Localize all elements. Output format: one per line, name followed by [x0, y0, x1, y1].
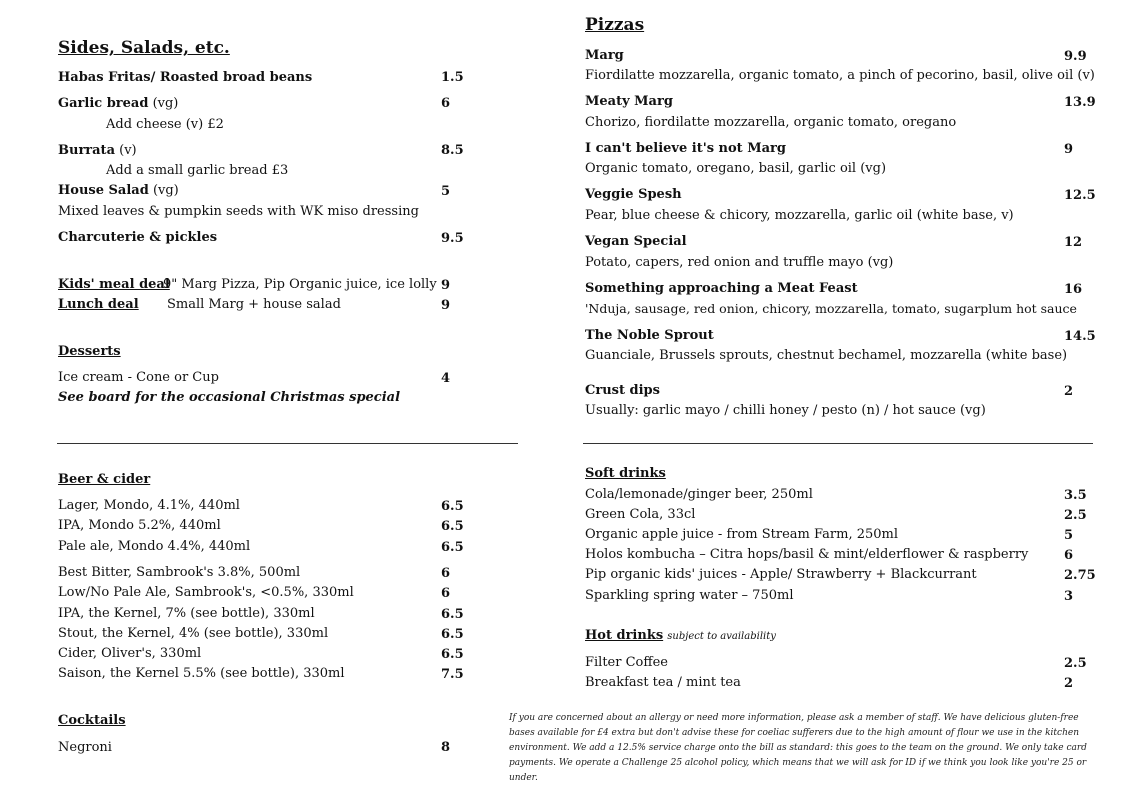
- soft-drink-price: 3: [1064, 589, 1074, 604]
- burrata-name: Burrata: [58, 143, 115, 158]
- beer-price: 6.5: [441, 499, 464, 514]
- icecream-name: Ice cream - Cone or Cup: [58, 370, 219, 385]
- cocktails-heading: Cocktails: [58, 713, 126, 728]
- burrata-price: 8.5: [441, 143, 464, 158]
- allergy-footer-note: If you are concerned about an allergy or need more information, please ask a member of staff. We have delicious gluten-free bases available for £4 extra but don't advise these for coeliac sufferers due to the high amount of flour we use in the kitchen environment. We add a 12.5% service charge onto the bill as standard: this goes to the team on the ground. We only take card payments. We operate a Challenge 25 alcohol policy, which means that we will ask for ID if we think you look like you're 25 or under.: [509, 713, 1087, 783]
- pizza-name: Marg: [585, 48, 624, 63]
- crust-dips-name: Crust dips: [585, 383, 660, 398]
- beer-item: Cider, Oliver's, 330ml: [58, 646, 202, 661]
- pizza-name: Something approaching a Meat Feast: [585, 281, 858, 296]
- negroni-price: 8: [441, 740, 451, 755]
- pizza-name: Vegan Special: [585, 234, 687, 249]
- beer-item: Stout, the Kernel, 4% (see bottle), 330ml: [58, 626, 329, 641]
- beer-price: 6.5: [441, 647, 464, 662]
- soft-drink-item: Green Cola, 33cl: [585, 507, 696, 522]
- soft-drink-item: Holos kombucha – Citra hops/basil & mint/elderflower & raspberry: [585, 547, 1029, 562]
- garlic-bread-item: [58, 96, 178, 111]
- pizza-desc: Potato, capers, red onion and truffle mayo (vg): [585, 255, 894, 270]
- hot-drinks-heading: Hot drinks: [585, 628, 664, 643]
- house-salad-desc: Mixed leaves & pumpkin seeds with WK miso dressing: [58, 204, 419, 219]
- soft-drink-price: 3.5: [1064, 488, 1087, 503]
- burrata-addon: Add a small garlic bread £3: [106, 163, 289, 178]
- pizza-price: 13.9: [1064, 95, 1096, 110]
- house-salad-item: [58, 183, 179, 198]
- beer-item: Saison, the Kernel 5.5% (see bottle), 330ml: [58, 666, 345, 681]
- beer-price: 6: [441, 566, 451, 581]
- habas-price: 1.5: [441, 70, 464, 85]
- icecream-price: 4: [441, 371, 451, 386]
- pizza-desc: Chorizo, fiordilatte mozzarella, organic tomato, oregano: [585, 115, 957, 130]
- crust-dips-price: 2: [1064, 384, 1074, 399]
- beer-item: IPA, Mondo 5.2%, 440ml: [58, 518, 221, 533]
- hot-drink-price: 2.5: [1064, 656, 1087, 671]
- christmas-special-note: See board for the occasional Christmas special: [58, 390, 401, 405]
- pizza-name: I can't believe it's not Marg: [585, 141, 786, 156]
- right-divider: [583, 443, 1093, 444]
- beer-price: 6: [441, 586, 451, 601]
- beer-price: 6.5: [441, 607, 464, 622]
- soft-drink-price: 2.5: [1064, 508, 1087, 523]
- sides-heading: Sides, Salads, etc.: [58, 38, 230, 58]
- burrata-tag: (v): [119, 143, 137, 158]
- lunch-deal-desc: Small Marg + house salad: [167, 297, 341, 312]
- soft-drink-price: 5: [1064, 528, 1074, 543]
- soft-drink-item: Cola/lemonade/ginger beer, 250ml: [585, 487, 813, 502]
- pizza-price: 16: [1064, 282, 1083, 297]
- pizza-name: Veggie Spesh: [585, 187, 682, 202]
- negroni-name: Negroni: [58, 740, 112, 755]
- soft-drink-item: Organic apple juice - from Stream Farm, 250ml: [585, 527, 899, 542]
- beer-item: Best Bitter, Sambrook's 3.8%, 500ml: [58, 565, 301, 580]
- house-salad-price: 5: [441, 184, 451, 199]
- beer-price: 7.5: [441, 667, 464, 682]
- crust-dips-desc: Usually: garlic mayo / chilli honey / pesto (n) / hot sauce (vg): [585, 403, 986, 418]
- lunch-deal-name: Lunch deal: [58, 297, 139, 312]
- hot-drink-price: 2: [1064, 676, 1074, 691]
- hot-drinks-header: [585, 628, 776, 643]
- beer-heading: Beer & cider: [58, 472, 151, 487]
- soft-drink-price: 6: [1064, 548, 1074, 563]
- hot-drink-item: Breakfast tea / mint tea: [585, 675, 741, 690]
- beer-item: IPA, the Kernel, 7% (see bottle), 330ml: [58, 606, 315, 621]
- charcuterie-price: 9.5: [441, 231, 464, 246]
- hot-drinks-note: subject to availability: [667, 631, 776, 642]
- garlic-bread-addon: Add cheese (v) £2: [106, 117, 224, 132]
- kids-deal-desc: 9" Marg Pizza, Pip Organic juice, ice lolly: [163, 277, 437, 292]
- soft-drink-item: Pip organic kids' juices - Apple/ Strawberry + Blackcurrant: [585, 567, 977, 582]
- beer-item: Low/No Pale Ale, Sambrook's, <0.5%, 330ml: [58, 585, 354, 600]
- hot-drink-item: Filter Coffee: [585, 655, 668, 670]
- pizza-name: The Noble Sprout: [585, 328, 714, 343]
- pizza-price: 14.5: [1064, 329, 1096, 344]
- kids-deal-price: 9: [441, 278, 451, 293]
- lunch-deal-price: 9: [441, 298, 451, 313]
- pizza-desc: Organic tomato, oregano, basil, garlic oil (vg): [585, 161, 887, 176]
- desserts-heading: Desserts: [58, 344, 121, 359]
- house-salad-name: House Salad: [58, 183, 149, 198]
- pizza-desc: 'Nduja, sausage, red onion, chicory, mozzarella, tomato, sugarplum hot sauce: [585, 301, 1077, 316]
- beer-price: 6.5: [441, 519, 464, 534]
- pizza-price: 12: [1064, 235, 1083, 250]
- pizza-desc: Fiordilatte mozzarella, organic tomato, a pinch of pecorino, basil, olive oil (v): [585, 68, 1095, 83]
- charcuterie-name: Charcuterie & pickles: [58, 230, 218, 245]
- garlic-bread-price: 6: [441, 96, 451, 111]
- burrata-item: [58, 143, 137, 158]
- pizzas-heading: Pizzas: [585, 15, 645, 35]
- pizza-desc: Guanciale, Brussels sprouts, chestnut bechamel, mozzarella (white base): [585, 348, 1068, 363]
- habas-name: Habas Fritas/ Roasted broad beans: [58, 70, 313, 85]
- pizza-name: Meaty Marg: [585, 94, 673, 109]
- beer-price: 6.5: [441, 627, 464, 642]
- kids-deal-name: Kids' meal deal: [58, 277, 170, 292]
- pizza-price: 9.9: [1064, 49, 1087, 64]
- beer-price: 6.5: [441, 540, 464, 555]
- pizza-desc: Pear, blue cheese & chicory, mozzarella, garlic oil (white base, v): [585, 208, 1014, 223]
- garlic-bread-tag: (vg): [152, 96, 179, 111]
- beer-item: Lager, Mondo, 4.1%, 440ml: [58, 498, 240, 513]
- pizza-price: 12.5: [1064, 188, 1096, 203]
- garlic-bread-name: Garlic bread: [58, 96, 149, 111]
- pizza-price: 9: [1064, 142, 1074, 157]
- beer-item: Pale ale, Mondo 4.4%, 440ml: [58, 539, 251, 554]
- left-divider: [57, 443, 518, 444]
- soft-drink-item: Sparkling spring water – 750ml: [585, 588, 794, 603]
- soft-drink-price: 2.75: [1064, 568, 1096, 583]
- soft-drinks-heading: Soft drinks: [585, 466, 666, 481]
- house-salad-tag: (vg): [152, 183, 179, 198]
